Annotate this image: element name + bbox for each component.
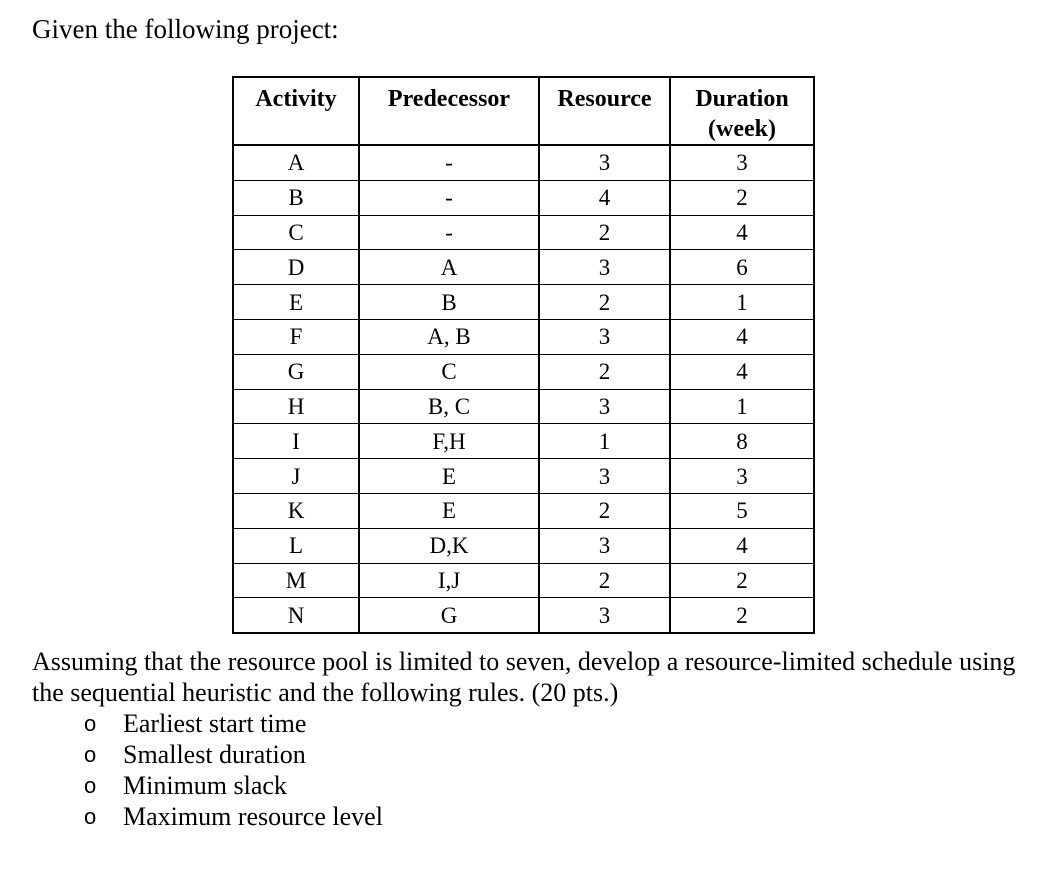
table-row	[233, 319, 814, 354]
cell-predecessor: -	[359, 180, 539, 215]
cell-predecessor: A	[359, 250, 539, 285]
cell-duration: 2	[670, 563, 814, 598]
rules-list	[32, 708, 1042, 832]
cell-predecessor: -	[359, 145, 539, 180]
cell-duration: 4	[670, 319, 814, 354]
problem-statement: Assuming that the resource pool is limited to seven, develop a resource-limited schedule using the sequential heuristic and the following rules. (20 pts.)	[32, 647, 1016, 707]
bullet-icon: o	[84, 804, 97, 829]
cell-resource: 3	[539, 389, 670, 424]
cell-resource: 3	[539, 598, 670, 633]
cell-duration: 8	[670, 424, 814, 459]
cell-resource: 3	[539, 145, 670, 180]
cell-predecessor: I,J	[359, 563, 539, 598]
table-row	[233, 285, 814, 320]
cell-resource: 3	[539, 319, 670, 354]
table-row	[233, 180, 814, 215]
cell-resource: 2	[539, 563, 670, 598]
bullet-icon: o	[84, 773, 97, 798]
cell-resource: 2	[539, 215, 670, 250]
table-row	[233, 493, 814, 528]
bullet-icon: o	[84, 742, 97, 767]
table-row	[233, 459, 814, 494]
cell-activity: M	[233, 563, 359, 598]
cell-activity: C	[233, 215, 359, 250]
cell-duration: 4	[670, 215, 814, 250]
cell-activity: I	[233, 424, 359, 459]
rule-item	[32, 739, 1042, 770]
cell-predecessor: B	[359, 285, 539, 320]
cell-predecessor: G	[359, 598, 539, 633]
cell-activity: F	[233, 319, 359, 354]
project-table	[232, 76, 815, 634]
header-activity: Activity	[233, 77, 359, 145]
cell-predecessor: F,H	[359, 424, 539, 459]
cell-predecessor: C	[359, 354, 539, 389]
cell-predecessor: D,K	[359, 528, 539, 563]
cell-resource: 3	[539, 459, 670, 494]
cell-activity: G	[233, 354, 359, 389]
rule-item	[32, 801, 1042, 832]
table-row	[233, 354, 814, 389]
cell-duration: 3	[670, 145, 814, 180]
cell-activity: E	[233, 285, 359, 320]
cell-activity: J	[233, 459, 359, 494]
cell-predecessor: E	[359, 493, 539, 528]
header-predecessor: Predecessor	[359, 77, 539, 145]
header-duration	[670, 77, 814, 145]
header-resource: Resource	[539, 77, 670, 145]
table-row	[233, 598, 814, 633]
cell-resource: 3	[539, 250, 670, 285]
rule-item	[32, 770, 1042, 801]
table-row	[233, 215, 814, 250]
cell-duration: 1	[670, 389, 814, 424]
table-row	[233, 389, 814, 424]
cell-duration: 4	[670, 354, 814, 389]
cell-predecessor: B, C	[359, 389, 539, 424]
table-row	[233, 563, 814, 598]
cell-activity: B	[233, 180, 359, 215]
cell-resource: 2	[539, 354, 670, 389]
table-row	[233, 250, 814, 285]
cell-duration: 3	[670, 459, 814, 494]
cell-activity: N	[233, 598, 359, 633]
cell-duration: 2	[670, 598, 814, 633]
cell-predecessor: -	[359, 215, 539, 250]
rule-text: Earliest start time	[123, 709, 307, 738]
bullet-icon: o	[84, 711, 97, 736]
cell-activity: A	[233, 145, 359, 180]
cell-predecessor: A, B	[359, 319, 539, 354]
cell-duration: 4	[670, 528, 814, 563]
cell-activity: L	[233, 528, 359, 563]
rule-text: Maximum resource level	[123, 802, 383, 831]
cell-duration: 2	[670, 180, 814, 215]
cell-resource: 2	[539, 493, 670, 528]
cell-activity: K	[233, 493, 359, 528]
table-row	[233, 145, 814, 180]
header-duration-text: Duration (week)	[695, 86, 789, 142]
intro-text: Given the following project:	[32, 14, 339, 44]
table-row	[233, 528, 814, 563]
cell-resource: 2	[539, 285, 670, 320]
problem-section	[32, 646, 1042, 832]
cell-activity: H	[233, 389, 359, 424]
rule-text: Minimum slack	[123, 771, 287, 800]
table-header-row	[233, 77, 814, 145]
cell-duration: 1	[670, 285, 814, 320]
cell-duration: 5	[670, 493, 814, 528]
cell-resource: 3	[539, 528, 670, 563]
rule-item	[32, 708, 1042, 739]
table-row	[233, 424, 814, 459]
table-body	[233, 145, 814, 633]
cell-duration: 6	[670, 250, 814, 285]
rule-text: Smallest duration	[123, 740, 306, 769]
cell-activity: D	[233, 250, 359, 285]
cell-resource: 1	[539, 424, 670, 459]
cell-predecessor: E	[359, 459, 539, 494]
cell-resource: 4	[539, 180, 670, 215]
